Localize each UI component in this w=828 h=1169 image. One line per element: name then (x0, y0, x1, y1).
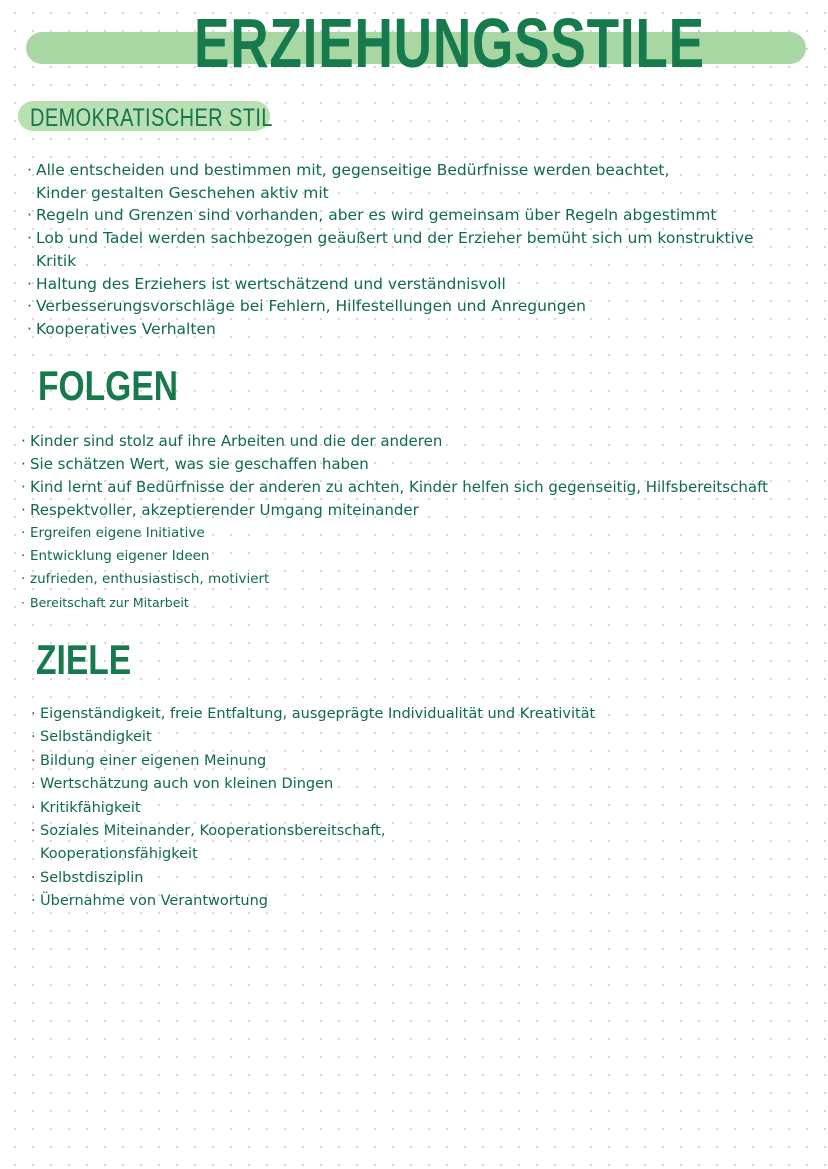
bullet-dot: · (31, 752, 36, 769)
list-item (21, 453, 768, 476)
list-item-text: Wertschätzung auch von kleinen Dingen (40, 776, 334, 793)
list-item-text: Sie schätzen Wert, was sie geschaffen haben (30, 455, 369, 473)
bullet-dot: · (31, 799, 36, 816)
list-item-text: Kooperatives Verhalten (36, 319, 216, 338)
folgen-list (21, 430, 768, 614)
list-item-text: Lob und Tadel werden sachbezogen geäußert und der Erzieher bemüht sich um konstruktive (36, 229, 754, 248)
list-item-text: Kooperationsfähigkeit (40, 846, 198, 863)
section-subtitle-demokratisch: DEMOKRATISCHER STIL (30, 104, 273, 132)
list-item-text: Selbstdisziplin (40, 869, 144, 886)
bullet-dot: · (21, 571, 26, 587)
list-item (21, 476, 768, 499)
list-item-text: Haltung des Erziehers ist wertschätzend und verständnisvoll (36, 274, 506, 293)
list-item-text: Alle entscheiden und bestimmen mit, gegenseitige Bedürfnisse werden beachtet, (36, 161, 670, 179)
list-item-text: Übernahme von Verantwortung (40, 893, 269, 910)
list-item (31, 820, 595, 843)
list-item (21, 499, 768, 522)
list-item (21, 522, 768, 545)
list-item-text: Kritikfähigkeit (40, 799, 141, 816)
list-item-text: Respektvoller, akzeptierender Umgang miteinander (30, 501, 419, 519)
list-item-text: Kinder gestalten Geschehen aktiv mit (36, 183, 329, 202)
bullet-dot: · (21, 525, 26, 541)
list-item (31, 867, 595, 890)
list-item (27, 204, 754, 227)
bullet-dot: · (21, 548, 26, 564)
bullet-dot: · (27, 297, 32, 316)
list-item-text: Selbständigkeit (40, 729, 152, 746)
demokratisch-list (27, 159, 754, 341)
list-item-text: Regeln und Grenzen sind vorhanden, aber es wird gemeinsam über Regeln abgestimmt (36, 206, 717, 225)
bullet-dot: · (31, 706, 36, 722)
list-item (21, 568, 768, 591)
list-item (36, 182, 754, 205)
list-item (31, 703, 596, 726)
list-item (21, 591, 768, 614)
list-item (31, 797, 595, 820)
heading-folgen: FOLGEN (38, 362, 178, 409)
bullet-dot: · (27, 229, 32, 248)
heading-ziele: ZIELE (36, 636, 132, 683)
bullet-dot: · (31, 776, 36, 793)
list-item (21, 430, 768, 453)
bullet-dot: · (27, 161, 32, 179)
list-item (31, 773, 595, 796)
list-item-text: zufrieden, enthusiastisch, motiviert (30, 571, 270, 587)
list-item (27, 227, 754, 250)
bullet-dot: · (31, 729, 36, 746)
list-item (31, 750, 595, 773)
list-item (21, 545, 768, 568)
list-item-text: Bereitschaft zur Mitarbeit (30, 595, 189, 610)
list-item-text: Verbesserungsvorschläge bei Fehlern, Hilfestellungen und Anregungen (36, 297, 586, 316)
list-item (36, 250, 754, 273)
list-item-text: Entwicklung eigener Ideen (30, 548, 210, 564)
bullet-dot: · (31, 823, 36, 840)
list-item-text: Ergreifen eigene Initiative (30, 525, 205, 541)
bullet-dot: · (21, 455, 26, 473)
page-title: ERZIEHUNGSSTILE (194, 4, 705, 82)
list-item (40, 843, 595, 866)
list-item (27, 318, 754, 341)
bullet-dot: · (27, 206, 32, 225)
bullet-dot: · (21, 432, 26, 450)
list-item (27, 295, 754, 318)
bullet-dot: · (31, 893, 36, 910)
bullet-dot: · (31, 869, 36, 886)
bullet-dot: · (21, 501, 26, 519)
bullet-dot: · (21, 595, 25, 610)
bullet-dot: · (27, 319, 32, 338)
list-item-text: Soziales Miteinander, Kooperationsbereitschaft, (40, 823, 386, 840)
bullet-dot: · (27, 274, 32, 293)
list-item-text: Eigenständigkeit, freie Entfaltung, ausgeprägte Individualität und Kreativität (40, 706, 596, 722)
list-item (31, 890, 595, 913)
list-item-text: Kind lernt auf Bedürfnisse der anderen zu achten, Kinder helfen sich gegenseitig, Hilfsbereitschaft (30, 478, 768, 496)
list-item (31, 726, 595, 749)
list-item (27, 159, 754, 182)
list-item-text: Kritik (36, 251, 77, 270)
list-item-text: Kinder sind stolz auf ihre Arbeiten und die der anderen (30, 432, 443, 450)
list-item (27, 273, 754, 296)
bullet-dot: · (21, 478, 26, 496)
ziele-list (31, 703, 596, 914)
list-item-text: Bildung einer eigenen Meinung (40, 752, 267, 769)
